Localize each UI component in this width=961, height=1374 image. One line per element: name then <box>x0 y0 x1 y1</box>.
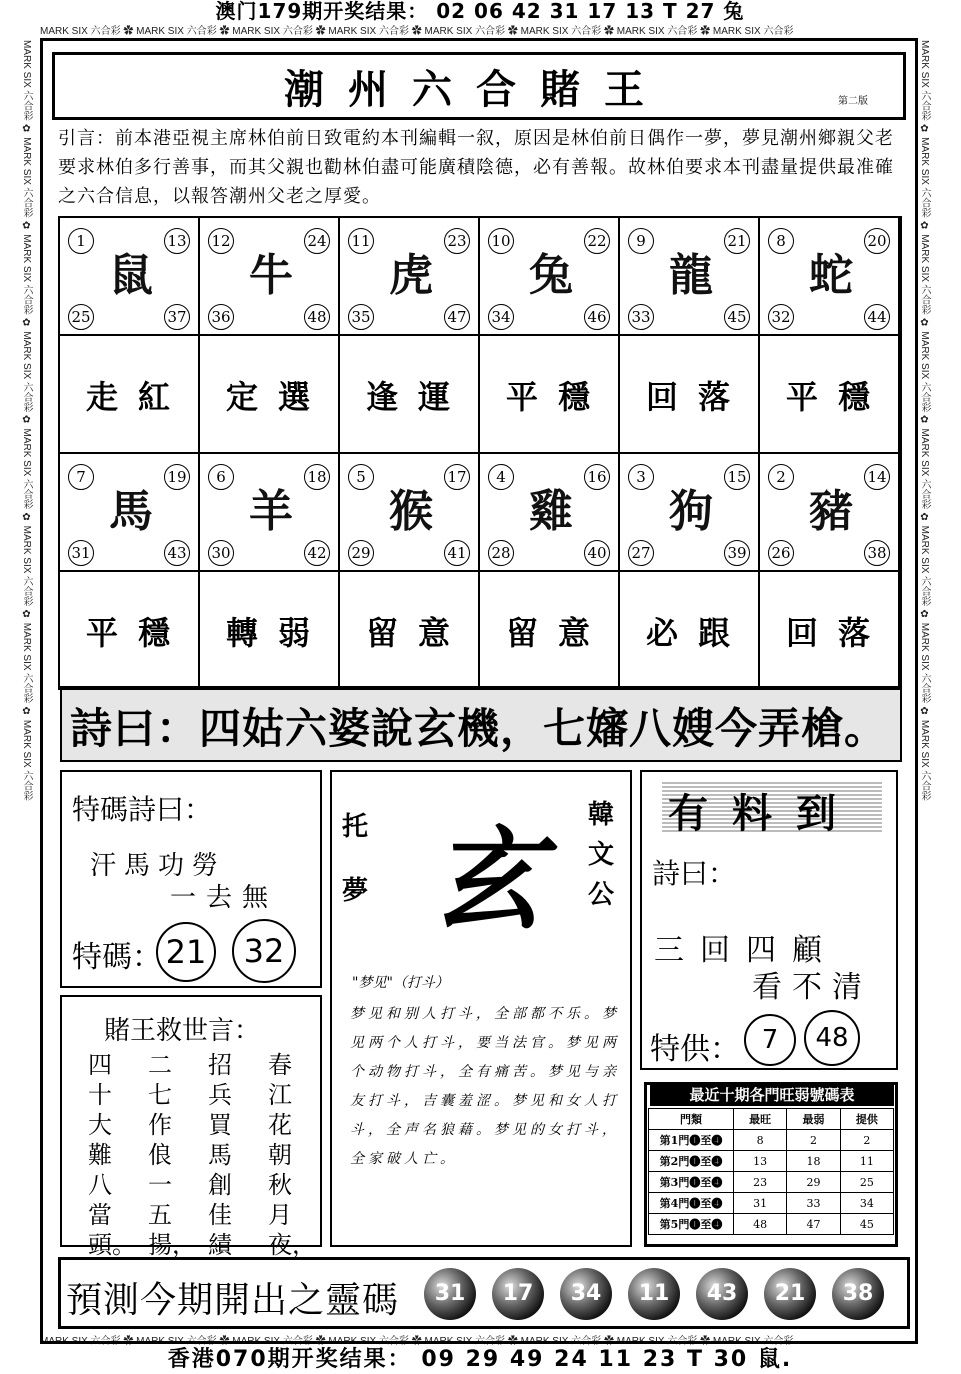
stats-cell-cold: 29 <box>787 1172 840 1193</box>
zodiac-number: 7 <box>68 464 94 490</box>
zodiac-number: 6 <box>208 464 234 490</box>
border-mark-flower-icon: ✿ MARK SIX 六合彩 <box>21 411 32 510</box>
zodiac-image-cell <box>620 218 760 336</box>
zodiac-animal-icon: 龍 <box>669 250 713 301</box>
border-mark-flower-icon: ✿ MARK SIX 六合彩 <box>919 314 930 412</box>
zodiac-status-text: 轉弱 <box>225 614 330 652</box>
predict-ball: 38 <box>832 1268 884 1320</box>
predict-ball: 17 <box>492 1268 544 1320</box>
predict-ball: 11 <box>628 1268 680 1320</box>
material-line1: 三回四顧 <box>654 933 838 968</box>
border-mark-text: MARK SIX 六合彩 <box>40 1336 121 1346</box>
material-code-label: 特供： <box>650 1032 740 1067</box>
stats-header-row <box>649 1109 894 1130</box>
stats-cell-cold: 33 <box>787 1193 840 1214</box>
zodiac-status-cell <box>620 336 760 454</box>
zodiac-number: 47 <box>444 304 470 330</box>
zodiac-number: 12 <box>208 228 234 254</box>
zodiac-number: 33 <box>628 304 654 330</box>
material-code-num-1: 7 <box>744 1014 796 1066</box>
predict-ball: 21 <box>764 1268 816 1320</box>
zodiac-status-cell <box>340 336 480 454</box>
zodiac-image-cell <box>760 454 900 572</box>
stats-cell-gate: 第4門❶至❹ <box>649 1193 734 1214</box>
zodiac-number: 5 <box>348 464 374 490</box>
zodiac-number: 10 <box>488 228 514 254</box>
border-mark-flower-icon: ✿ MARK SIX 六合彩 <box>312 1336 409 1346</box>
zodiac-number: 21 <box>724 228 750 254</box>
zodiac-image-cell <box>480 454 620 572</box>
zodiac-number: 42 <box>304 540 330 566</box>
zodiac-number: 27 <box>628 540 654 566</box>
zodiac-number: 23 <box>444 228 470 254</box>
special-poem-line2: 一去無 <box>170 883 279 913</box>
zodiac-status-cell <box>760 572 900 688</box>
zodiac-image-cell <box>340 454 480 572</box>
zodiac-number: 24 <box>304 228 330 254</box>
stats-header-give: 提供 <box>840 1109 893 1130</box>
gambler-words-title: 賭王救世言： <box>104 1016 261 1046</box>
predict-ball: 31 <box>424 1268 476 1320</box>
zodiac-status-text: 留意 <box>365 614 470 652</box>
zodiac-number: 2 <box>768 464 794 490</box>
border-mark-flower-icon: ✿ MARK SIX 六合彩 <box>697 26 794 36</box>
border-mark-flower-icon: ✿ MARK SIX 六合彩 <box>21 314 32 412</box>
zodiac-animal-icon: 馬 <box>109 486 153 537</box>
zodiac-image-cell <box>620 454 760 572</box>
zodiac-number: 18 <box>304 464 330 490</box>
stats-cell-gate: 第5門❶至❹ <box>649 1214 734 1235</box>
border-mark-flower-icon: ✿ MARK SIX 六合彩 <box>21 120 32 218</box>
zodiac-number: 4 <box>488 464 514 490</box>
border-mark-flower-icon: ✿ MARK SIX 六合彩 <box>919 217 930 315</box>
dream-left-label: 托夢 <box>342 812 369 906</box>
zodiac-status-text: 必跟 <box>645 614 750 652</box>
zodiac-grid <box>58 216 902 690</box>
border-mark-flower-icon: ✿ MARK SIX 六合彩 <box>919 606 930 704</box>
zodiac-status-text: 平穩 <box>505 378 610 416</box>
border-mark-flower-icon: ✿ MARK SIX 六合彩 <box>216 26 313 36</box>
dream-right-label: 韓文公 <box>588 800 615 910</box>
stats-cell-cold: 2 <box>787 1130 840 1151</box>
material-line2: 看不清 <box>752 970 872 1005</box>
zodiac-number: 36 <box>208 304 234 330</box>
zodiac-number: 29 <box>348 540 374 566</box>
zodiac-animal-icon: 猴 <box>389 486 433 537</box>
zodiac-number: 20 <box>864 228 890 254</box>
zodiac-animal-icon: 兔 <box>529 250 573 301</box>
zodiac-number: 11 <box>348 228 374 254</box>
border-mark-flower-icon: ✿ MARK SIX 六合彩 <box>697 1336 794 1346</box>
zodiac-status-cell <box>760 336 900 454</box>
zodiac-status-cell <box>340 572 480 688</box>
gambler-words-column: 招兵買馬創佳績 <box>208 1051 232 1259</box>
zodiac-status-text: 平穩 <box>785 378 890 416</box>
border-mark-flower-icon: ✿ MARK SIX 六合彩 <box>408 1336 506 1346</box>
border-mark-flower-icon: ✿ MARK SIX 六合彩 <box>21 606 32 704</box>
zodiac-image-cell <box>200 218 340 336</box>
zodiac-number: 14 <box>864 464 890 490</box>
left-border-strip <box>20 40 34 1330</box>
border-mark-flower-icon: ✿ MARK SIX 六合彩 <box>601 1336 698 1346</box>
border-mark-flower-icon: ✿ MARK SIX 六合彩 <box>919 120 930 218</box>
zodiac-status-cell <box>480 336 620 454</box>
border-mark-flower-icon: ✿ MARK SIX 六合彩 <box>505 26 602 36</box>
zodiac-number: 37 <box>164 304 190 330</box>
border-mark-flower-icon: ✿ MARK SIX 六合彩 <box>312 26 409 36</box>
zodiac-number: 32 <box>768 304 794 330</box>
zodiac-status-text: 逢運 <box>365 378 470 416</box>
zodiac-animal-icon: 虎 <box>389 250 433 301</box>
bottom-result-banner: 香港070期开奖结果： 09 29 49 24 11 23 T 30 鼠. <box>167 1347 793 1372</box>
zodiac-status-cell <box>620 572 760 688</box>
stats-header-gate: 門類 <box>649 1109 734 1130</box>
stats-cell-give: 2 <box>840 1130 893 1151</box>
border-mark-text: MARK SIX 六合彩 <box>919 40 930 121</box>
border-mark-flower-icon: ✿ MARK SIX 六合彩 <box>21 703 32 801</box>
zodiac-image-cell <box>60 454 200 572</box>
gambler-words-columns <box>88 1050 316 1259</box>
dream-body: 梦见和别人打斗，全部都不乐。梦见两个人打斗，要当法官。梦见两个动物打斗，全有痛苦。梦见与亲友打斗，吉囊羞涩。梦见和女人打斗，全声名狼藉。梦见的女打斗，全家破人亡。 <box>350 1006 620 1167</box>
stats-cell-cold: 18 <box>787 1151 840 1172</box>
stats-cell-hot: 31 <box>734 1193 787 1214</box>
zodiac-animal-icon: 狗 <box>669 486 713 537</box>
zodiac-animal-icon: 鼠 <box>109 250 153 301</box>
material-poem-label: 詩曰： <box>652 857 737 890</box>
zodiac-number: 15 <box>724 464 750 490</box>
gambler-words-column: 春江花朝秋月夜， <box>268 1051 316 1259</box>
stats-table <box>648 1108 894 1235</box>
border-mark-flower-icon: ✿ MARK SIX 六合彩 <box>21 217 32 315</box>
zodiac-number: 1 <box>68 228 94 254</box>
stats-cell-hot: 13 <box>734 1151 787 1172</box>
zodiac-number: 31 <box>68 540 94 566</box>
zodiac-number: 46 <box>584 304 610 330</box>
zodiac-number: 40 <box>584 540 610 566</box>
stats-cell-gate: 第2門❶至❹ <box>649 1151 734 1172</box>
zodiac-number: 13 <box>164 228 190 254</box>
page-title: 潮州六合賭王 <box>284 66 668 113</box>
zodiac-animal-icon: 豬 <box>809 486 853 537</box>
border-mark-flower-icon: ✿ MARK SIX 六合彩 <box>120 26 217 36</box>
stats-cell-gate: 第3門❶至❹ <box>649 1172 734 1193</box>
material-title: 有料到 <box>668 791 860 837</box>
border-mark-flower-icon: ✿ MARK SIX 六合彩 <box>120 1336 217 1346</box>
stats-cell-hot: 48 <box>734 1214 787 1235</box>
zodiac-animal-icon: 蛇 <box>809 250 853 301</box>
border-mark-flower-icon: ✿ MARK SIX 六合彩 <box>601 26 698 36</box>
zodiac-status-cell <box>60 572 200 688</box>
zodiac-number: 34 <box>488 304 514 330</box>
dream-heading: "梦见"（打斗） <box>352 975 449 991</box>
dream-big-char: 玄 <box>432 815 542 944</box>
zodiac-image-cell <box>480 218 620 336</box>
border-mark-flower-icon: ✿ MARK SIX 六合彩 <box>919 703 930 801</box>
stats-row <box>649 1172 894 1193</box>
zodiac-number: 43 <box>164 540 190 566</box>
right-border-strip <box>918 40 932 1330</box>
border-mark-flower-icon: ✿ MARK SIX 六合彩 <box>21 509 32 607</box>
stats-cell-give: 45 <box>840 1214 893 1235</box>
zodiac-number: 19 <box>164 464 190 490</box>
zodiac-number: 38 <box>864 540 890 566</box>
zodiac-number: 8 <box>768 228 794 254</box>
zodiac-status-text: 走紅 <box>85 378 190 416</box>
border-mark-flower-icon: ✿ MARK SIX 六合彩 <box>408 26 506 36</box>
stats-row <box>649 1193 894 1214</box>
zodiac-image-cell <box>760 218 900 336</box>
border-mark-text: MARK SIX 六合彩 <box>21 40 32 121</box>
zodiac-number: 17 <box>444 464 470 490</box>
zodiac-status-text: 定選 <box>225 378 330 416</box>
zodiac-number: 41 <box>444 540 470 566</box>
zodiac-image-cell <box>60 218 200 336</box>
zodiac-animal-icon: 羊 <box>249 486 293 537</box>
border-mark-flower-icon: ✿ MARK SIX 六合彩 <box>919 411 930 510</box>
zodiac-number: 3 <box>628 464 654 490</box>
zodiac-number: 28 <box>488 540 514 566</box>
border-mark-text: MARK SIX 六合彩 <box>40 26 121 36</box>
predict-ball: 43 <box>696 1268 748 1320</box>
zodiac-status-text: 平穩 <box>85 614 190 652</box>
stats-cell-give: 11 <box>840 1151 893 1172</box>
special-poem-title: 特碼詩曰： <box>72 793 213 826</box>
zodiac-number: 39 <box>724 540 750 566</box>
border-mark-flower-icon: ✿ MARK SIX 六合彩 <box>216 1336 313 1346</box>
zodiac-number: 26 <box>768 540 794 566</box>
zodiac-number: 48 <box>304 304 330 330</box>
zodiac-animal-icon: 雞 <box>529 486 573 537</box>
zodiac-image-cell <box>340 218 480 336</box>
zodiac-status-text: 留意 <box>505 614 610 652</box>
stats-cell-gate: 第1門❶至❹ <box>649 1130 734 1151</box>
zodiac-number: 22 <box>584 228 610 254</box>
zodiac-image-cell <box>200 454 340 572</box>
gambler-words-column: 二七作俍一五揚， <box>148 1051 196 1259</box>
zodiac-status-text: 回落 <box>785 614 890 652</box>
stats-title: 最近十期各門旺弱號碼表 <box>650 1084 894 1106</box>
intro-text: 引言：前本港亞視主席林伯前日致電約本刊編輯一叙，原因是林伯前日偶作一夢，夢見潮州鄉親父老要求林伯多行善事，而其父親也勸林伯盡可能廣積陰德，必有善報。故林伯要求本刊盡量提供最准確之六合信息，以報答潮州父老之厚愛。 <box>58 128 894 207</box>
zodiac-number: 45 <box>724 304 750 330</box>
zodiac-number: 44 <box>864 304 890 330</box>
stats-cell-cold: 47 <box>787 1214 840 1235</box>
zodiac-animal-icon: 牛 <box>249 250 293 301</box>
stats-cell-hot: 8 <box>734 1130 787 1151</box>
stats-cell-give: 34 <box>840 1193 893 1214</box>
top-border-strip <box>40 22 920 36</box>
zodiac-number: 16 <box>584 464 610 490</box>
predict-balls <box>424 1266 904 1322</box>
stats-cell-give: 25 <box>840 1172 893 1193</box>
zodiac-number: 25 <box>68 304 94 330</box>
predict-ball: 34 <box>560 1268 612 1320</box>
top-result-banner: 澳门179期开奖结果： 02 06 42 31 17 13 T 27 兔 <box>215 0 745 23</box>
stats-row <box>649 1214 894 1235</box>
zodiac-status-cell <box>480 572 620 688</box>
special-code-num-1: 21 <box>156 922 216 982</box>
predict-label: 預測今期開出之靈碼 <box>66 1280 400 1321</box>
stats-row <box>649 1151 894 1172</box>
border-mark-flower-icon: ✿ MARK SIX 六合彩 <box>505 1336 602 1346</box>
zodiac-status-text: 回落 <box>645 378 750 416</box>
special-code-label: 特碼： <box>72 940 162 975</box>
zodiac-status-cell <box>200 572 340 688</box>
zodiac-number: 30 <box>208 540 234 566</box>
stats-header-hot: 最旺 <box>734 1109 787 1130</box>
zodiac-number: 9 <box>628 228 654 254</box>
special-poem-line1: 汗馬功勞 <box>90 851 227 881</box>
zodiac-number: 35 <box>348 304 374 330</box>
stats-header-cold: 最弱 <box>787 1109 840 1130</box>
special-code-num-2: 32 <box>232 919 296 983</box>
edition-label: 第二版 <box>838 96 868 107</box>
zodiac-status-cell <box>60 336 200 454</box>
gambler-words-column: 四十大難八當頭。 <box>88 1051 136 1259</box>
border-mark-flower-icon: ✿ MARK SIX 六合彩 <box>919 509 930 607</box>
zodiac-status-cell <box>200 336 340 454</box>
stats-cell-hot: 23 <box>734 1172 787 1193</box>
poem-bar-text: 詩曰：四姑六婆說玄機，七嬸八嫂今弄槍。 <box>70 704 888 753</box>
material-code-num-2: 48 <box>804 1010 860 1066</box>
stats-row <box>649 1130 894 1151</box>
